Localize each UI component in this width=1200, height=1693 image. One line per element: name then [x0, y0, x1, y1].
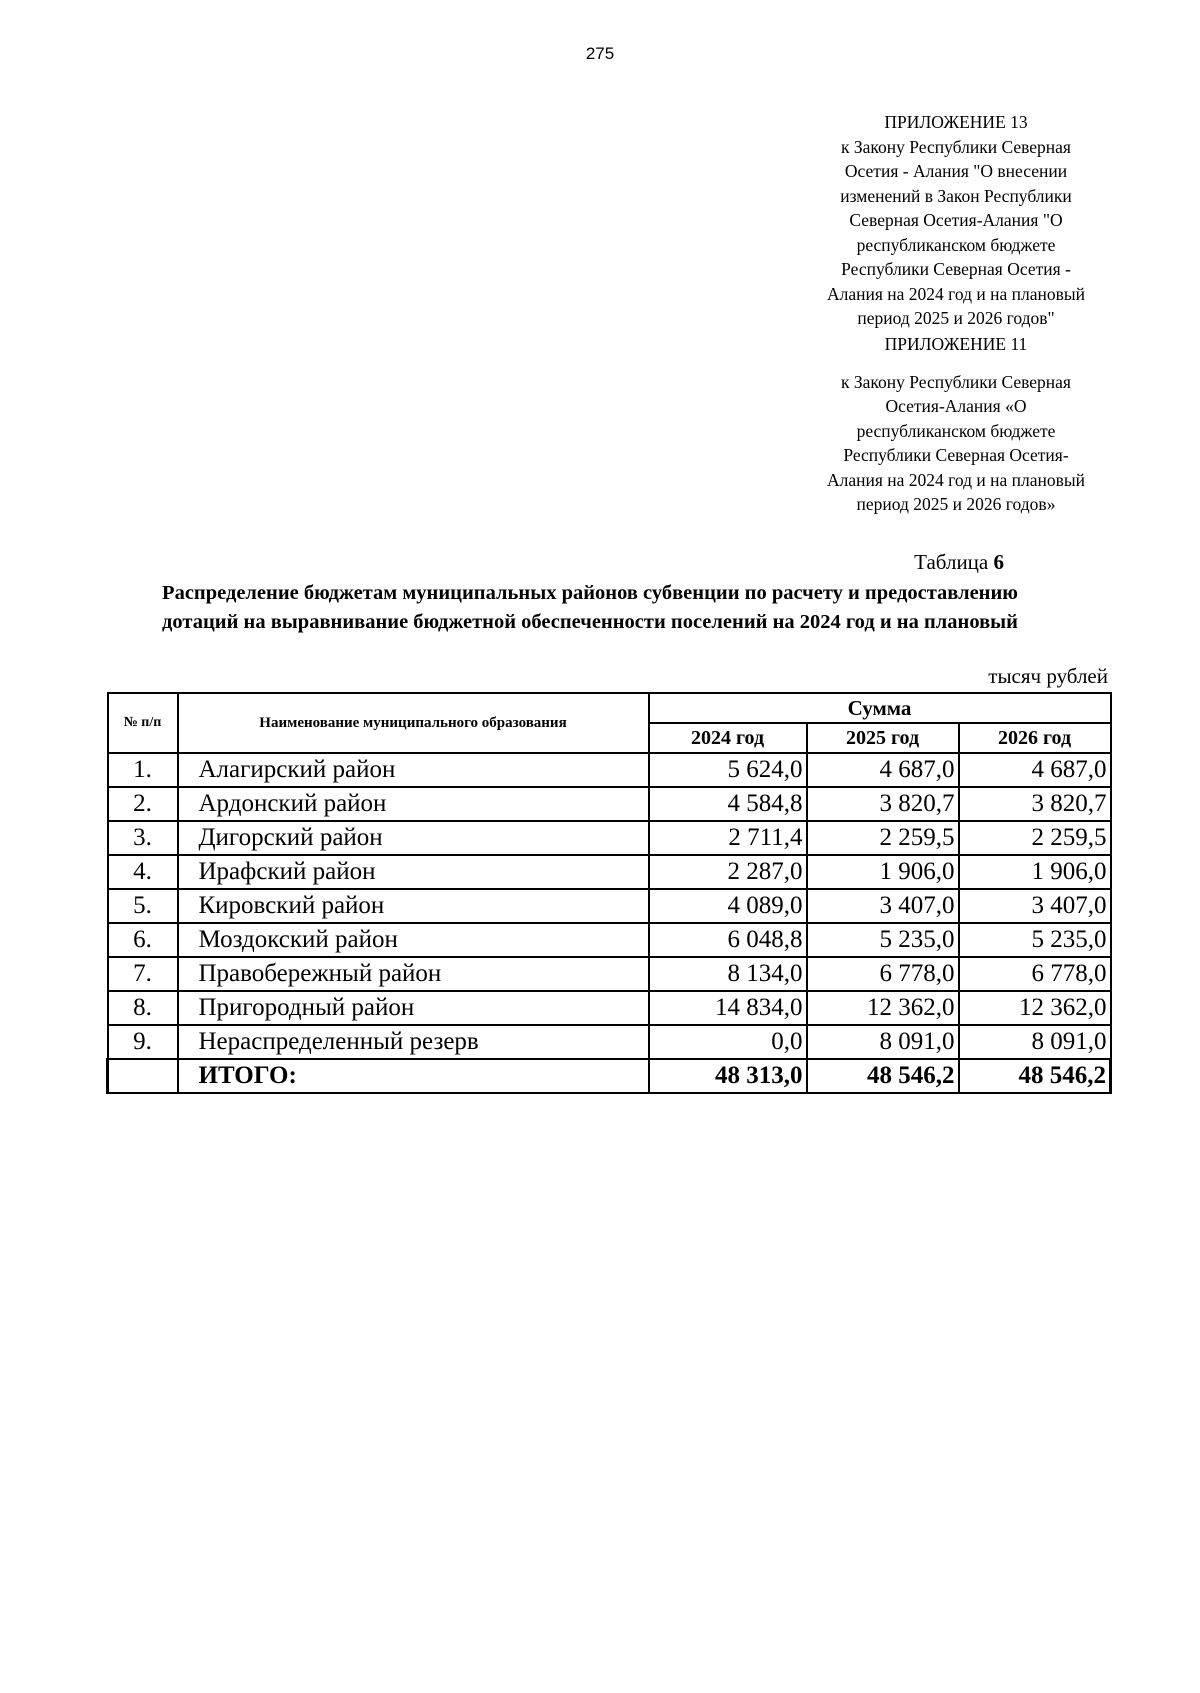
- row-value-2026: 3 407,0: [959, 889, 1111, 923]
- title-line: Распределение бюджетам муниципальных районов субвенции по расчету и предоставлению: [162, 582, 1018, 604]
- appendix-13-heading: ПРИЛОЖЕНИЕ 13: [884, 112, 1028, 132]
- row-value-2025: 5 235,0: [807, 923, 959, 957]
- row-value-2024: 4 089,0: [649, 889, 807, 923]
- row-value-2024: 6 048,8: [649, 923, 807, 957]
- row-num: 3.: [108, 821, 178, 855]
- table-header-row: [108, 693, 1111, 723]
- appendix-11-line: период 2025 и 2026 годов»: [856, 494, 1056, 514]
- total-value-2026: 48 546,2: [959, 1059, 1111, 1093]
- appendix-13-line: изменений в Закон Республики: [840, 185, 1072, 206]
- row-value-2026: 5 235,0: [959, 923, 1111, 957]
- total-value-2025: 48 546,2: [807, 1059, 959, 1093]
- row-name: Моздокский район: [178, 923, 649, 957]
- table-total-row: [108, 1059, 1111, 1093]
- row-name: Ардонский район: [178, 787, 649, 821]
- row-name: Ирафский район: [178, 855, 649, 889]
- row-value-2024: 8 134,0: [649, 957, 807, 991]
- appendix-13-block: [806, 110, 1106, 331]
- appendix-11-line: Республики Северная Осетия-: [843, 445, 1069, 465]
- row-name: Дигорский район: [178, 821, 649, 855]
- header-name: Наименование муниципального образования: [178, 693, 649, 753]
- appendix-13-line: период 2025 и 2026 годов": [857, 308, 1055, 328]
- table-row: [108, 753, 1111, 787]
- row-value-2024: 4 584,8: [649, 787, 807, 821]
- row-num: 5.: [108, 889, 178, 923]
- row-num: 1.: [108, 753, 178, 787]
- row-value-2024: 2 711,4: [649, 821, 807, 855]
- table-row: [108, 1025, 1111, 1059]
- table-label: [914, 550, 1004, 575]
- row-value-2025: 1 906,0: [807, 855, 959, 889]
- total-value-2024: 48 313,0: [649, 1059, 807, 1093]
- appendix-11-line: Осетия-Алания «О: [885, 396, 1027, 416]
- row-name: Нераспределенный резерв: [178, 1025, 649, 1059]
- row-value-2026: 8 091,0: [959, 1025, 1111, 1059]
- row-value-2025: 12 362,0: [807, 991, 959, 1025]
- row-name: Алагирский район: [178, 753, 649, 787]
- row-value-2026: 2 259,5: [959, 821, 1111, 855]
- table-row: [108, 991, 1111, 1025]
- header-num: № п/п: [108, 693, 178, 753]
- total-num: [108, 1059, 178, 1093]
- appendix-11-line: к Закону Республики Северная: [841, 371, 1071, 392]
- header-year: 2024 год: [649, 723, 807, 753]
- table-row: [108, 957, 1111, 991]
- appendix-11-line: Алания на 2024 год и на плановый: [826, 469, 1086, 490]
- table-row: [108, 855, 1111, 889]
- appendix-11-line: республиканском бюджете: [856, 420, 1056, 441]
- appendix-11-block: [806, 332, 1106, 517]
- table-label-word: Таблица: [914, 550, 989, 574]
- row-num: 9.: [108, 1025, 178, 1059]
- row-num: 6.: [108, 923, 178, 957]
- row-num: 8.: [108, 991, 178, 1025]
- total-label: ИТОГО:: [178, 1059, 649, 1093]
- row-value-2026: 1 906,0: [959, 855, 1111, 889]
- table-row: [108, 889, 1111, 923]
- appendix-11-heading: ПРИЛОЖЕНИЕ 11: [884, 334, 1028, 354]
- header-year: 2026 год: [959, 723, 1111, 753]
- header-year: 2025 год: [807, 723, 959, 753]
- row-value-2025: 8 091,0: [807, 1025, 959, 1059]
- row-name: Кировский район: [178, 889, 649, 923]
- table-label-number: 6: [993, 550, 1004, 574]
- appendix-13-line: к Закону Республики Северная: [841, 136, 1071, 157]
- row-num: 7.: [108, 957, 178, 991]
- row-value-2025: 2 259,5: [807, 821, 959, 855]
- row-value-2026: 12 362,0: [959, 991, 1111, 1025]
- row-value-2025: 6 778,0: [807, 957, 959, 991]
- document-title: [60, 579, 1120, 637]
- appendix-13-line: Северная Осетия-Алания "О: [849, 210, 1063, 230]
- row-value-2024: 14 834,0: [649, 991, 807, 1025]
- units-label: тысяч рублей: [988, 664, 1108, 688]
- row-value-2024: 5 624,0: [649, 753, 807, 787]
- title-line: дотаций на выравнивание бюджетной обеспеченности поселений на 2024 год и на плановый: [162, 611, 1018, 633]
- header-sum: Сумма: [649, 693, 1111, 723]
- row-num: 2.: [108, 787, 178, 821]
- row-value-2025: 3 407,0: [807, 889, 959, 923]
- row-value-2024: 2 287,0: [649, 855, 807, 889]
- appendix-13-line: Республики Северная Осетия -: [841, 259, 1071, 279]
- row-value-2026: 6 778,0: [959, 957, 1111, 991]
- appendix-13-line: Осетия - Алания "О внесении: [844, 161, 1068, 181]
- table-row: [108, 787, 1111, 821]
- row-value-2025: 3 820,7: [807, 787, 959, 821]
- row-name: Правобережный район: [178, 957, 649, 991]
- table-row: [108, 821, 1111, 855]
- budget-table: [106, 692, 1112, 1094]
- appendix-13-line: республиканском бюджете: [856, 234, 1056, 255]
- row-value-2026: 4 687,0: [959, 753, 1111, 787]
- row-num: 4.: [108, 855, 178, 889]
- table-row: [108, 923, 1111, 957]
- row-name: Пригородный район: [178, 991, 649, 1025]
- row-value-2024: 0,0: [649, 1025, 807, 1059]
- row-value-2026: 3 820,7: [959, 787, 1111, 821]
- row-value-2025: 4 687,0: [807, 753, 959, 787]
- page-number: 275: [585, 44, 615, 63]
- appendix-13-line: Алания на 2024 год и на плановый: [826, 283, 1086, 304]
